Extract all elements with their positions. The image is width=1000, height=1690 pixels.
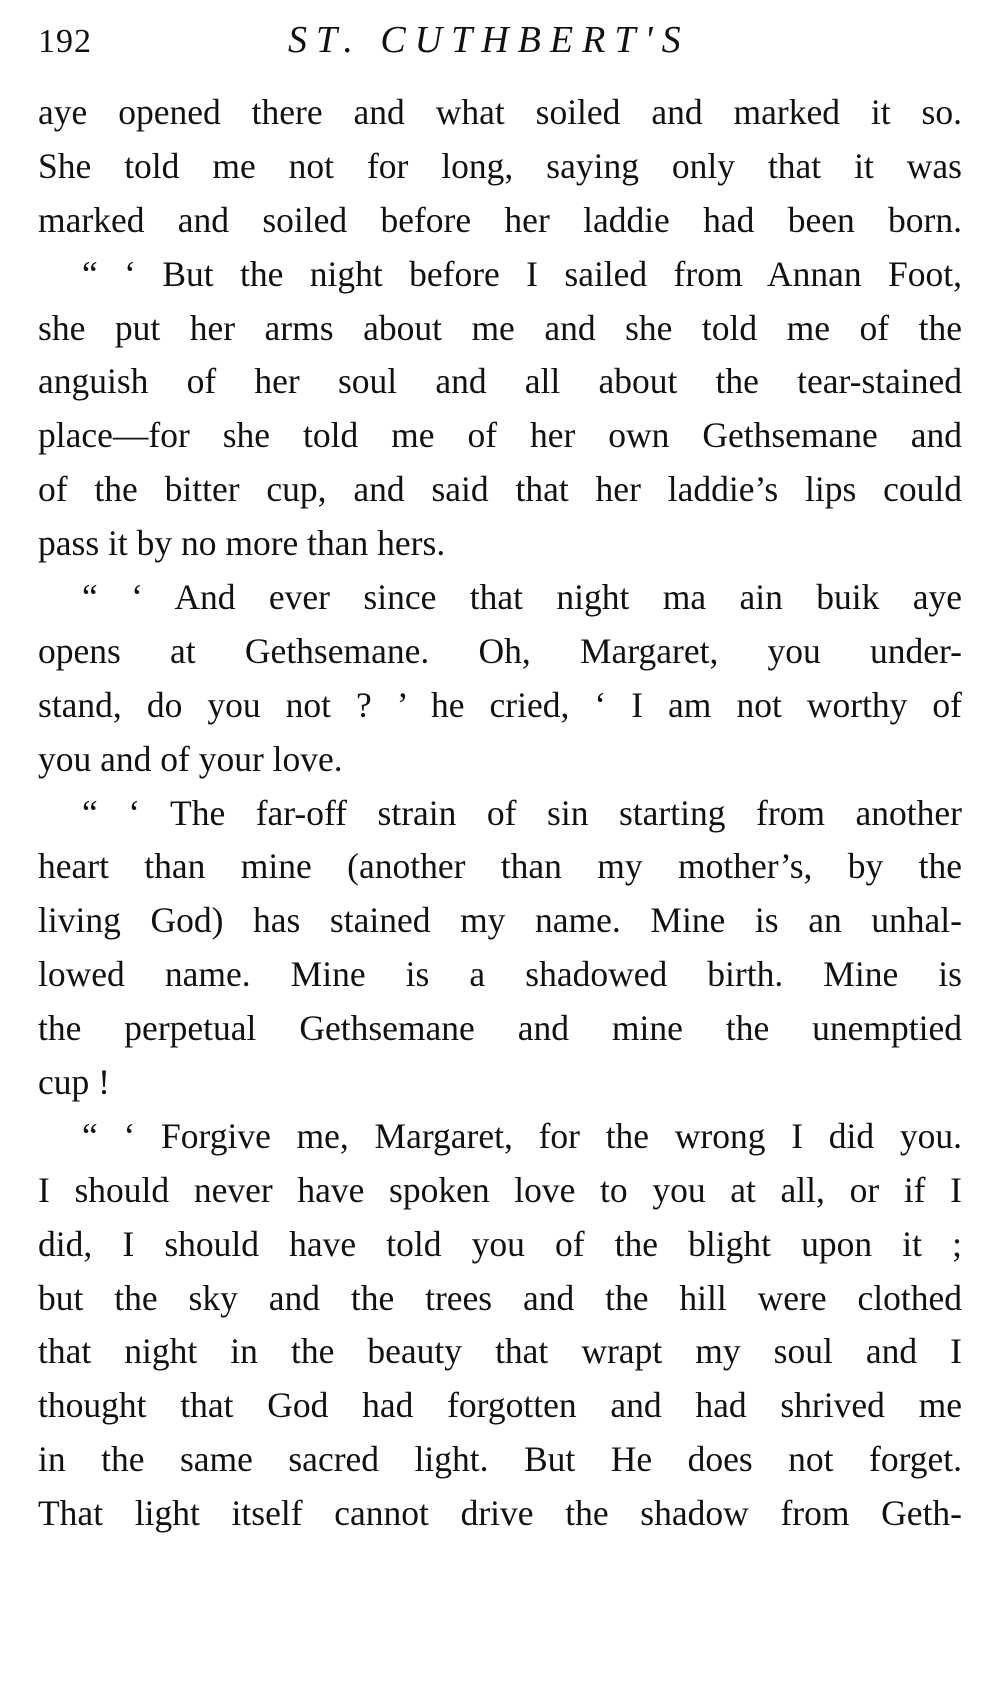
text-line: cup !: [38, 1062, 110, 1103]
text-line: pass it by no more than hers.: [38, 523, 446, 564]
text-line: the perpetual Gethsemane and mine the unemptied: [38, 1008, 962, 1049]
text-line: “ ‘ Forgive me, Margaret, for the wrong I did you.: [82, 1115, 962, 1156]
text-line: you and of your love.: [38, 738, 343, 779]
body-text: [38, 86, 962, 1541]
text-line: That light itself cannot drive the shadow from Geth-: [38, 1493, 962, 1534]
text-line: heart than mine (another than my mother’s, by the: [38, 846, 962, 887]
text-line: of the bitter cup, and said that her laddie’s lips could: [38, 469, 962, 510]
text-line: did, I should have told you of the blight upon it ;: [38, 1223, 962, 1264]
running-head: [38, 14, 962, 64]
text-line: “ ‘ The far-off strain of sin starting from another: [82, 792, 962, 833]
text-line: marked and soiled before her laddie had been born.: [38, 199, 962, 240]
text-line: aye opened there and what soiled and marked it so.: [38, 92, 962, 132]
text-line: I should never have spoken love to you at all, or if I: [38, 1169, 962, 1210]
text-line: living God) has stained my name. Mine is an unhal-: [38, 900, 962, 941]
text-line: opens at Gethsemane. Oh, Margaret, you under-: [38, 630, 962, 671]
text-line: anguish of her soul and all about the tear-stained: [38, 361, 962, 402]
text-line: that night in the beauty that wrapt my soul and I: [38, 1331, 962, 1372]
text-line: she put her arms about me and she told me of the: [38, 307, 962, 348]
text-line: in the same sacred light. But He does not forget.: [38, 1439, 962, 1480]
page-number: 192: [38, 23, 92, 60]
text-line: place—for she told me of her own Gethsemane and: [38, 415, 962, 456]
text-line: “ ‘ But the night before I sailed from Annan Foot,: [82, 253, 962, 294]
text-line: stand, do you not ? ’ he cried, ‘ I am not worthy of: [38, 684, 962, 725]
running-title: ST. CUTHBERT'S: [288, 19, 690, 61]
text-line: but the sky and the trees and the hill were clothed: [38, 1277, 962, 1318]
text-line: lowed name. Mine is a shadowed birth. Mine is: [38, 954, 962, 995]
text-line: “ ‘ And ever since that night ma ain buik aye: [82, 577, 962, 618]
text-line: She told me not for long, saying only that it was: [38, 145, 962, 186]
text-line: thought that God had forgotten and had shrived me: [38, 1385, 962, 1426]
